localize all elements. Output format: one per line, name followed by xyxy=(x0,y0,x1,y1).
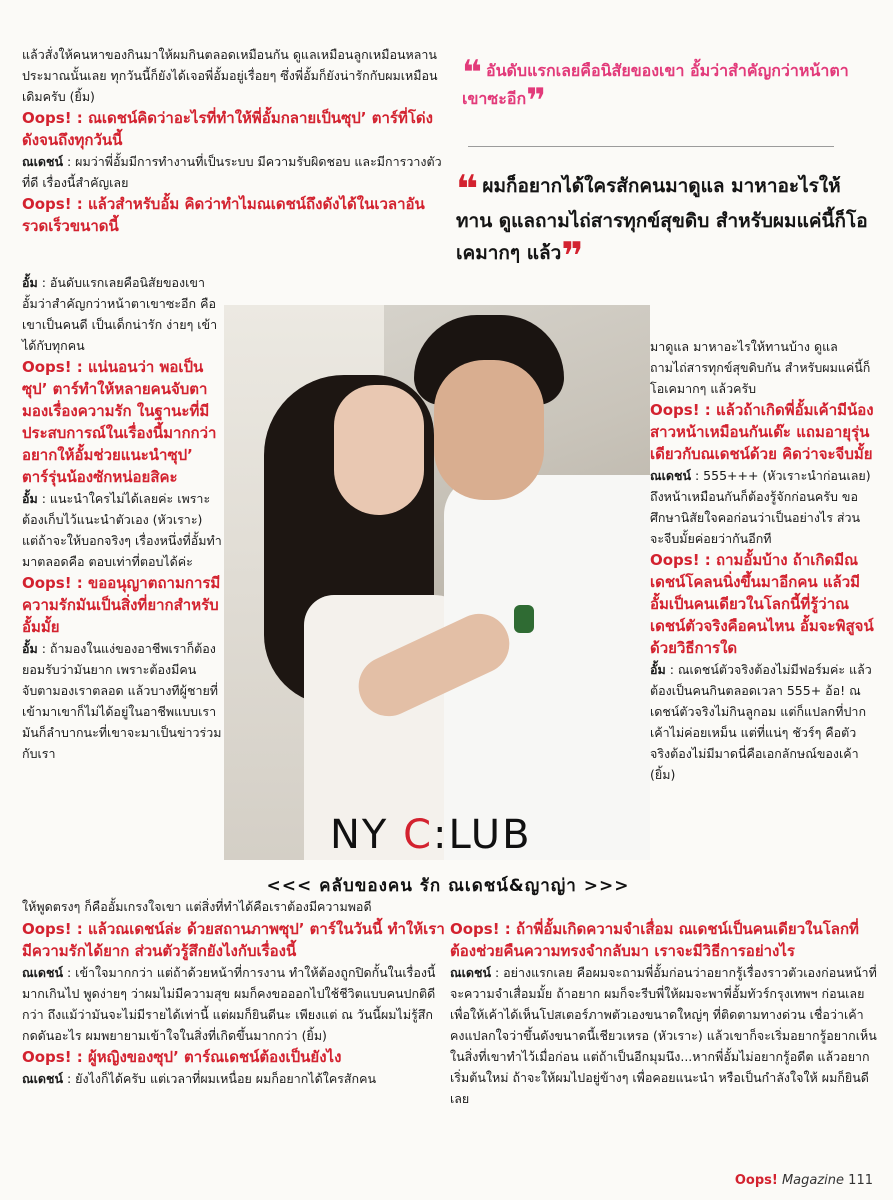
answer xyxy=(450,962,878,1109)
text-block-top-left xyxy=(22,44,442,237)
answer xyxy=(22,962,450,1046)
footer-brand: Oops! xyxy=(734,1173,778,1188)
answer-text: : ผมว่าพี่อั้มมีการทำงานที่เป็นระบบ มีความรับผิดชอบ และมีการวางตัวที่ดี เรื่องนี้สำคัญเลย xyxy=(22,154,442,190)
answer-text: : เข้าใจมากกว่า แต่ถ้าด้วยหน้าที่การงาน ทำให้ต้องถูกปิดกั้นในเรื่องนี้มากเกินไป พูดง่ายๆ ว่าผมไม่มีความสุข ผมก็คงขอออกไปใช้ชีวิตแบบคนปกติดีกว่า ถึงแม้ว่ามันจะไม่มีรายได้เท่านี้ แต่ผมก็ยินดีนะ เพียงแต่ ณ วันนี้ผมไม่รู้สึกกดดันอะไร ผมพยายามเข้าใจในสิ่งที่เกิดขึ้นมากกว่า (ยิ้ม) xyxy=(22,965,436,1043)
answer xyxy=(22,488,222,572)
text-block-right-column xyxy=(650,336,874,785)
speaker-name: ณเดชน์ xyxy=(450,965,492,980)
question: Oops! : ณเดชน์คิดว่าอะไรที่ทำให้พี่อั้มกลายเป็นซุป’ ตาร์ที่โด่งดังจนถึงทุกวันนี้ xyxy=(22,109,433,149)
speaker-name: อั้ม xyxy=(22,641,38,656)
speaker-name: อั้ม xyxy=(22,275,38,290)
quote-close-icon: ❞ xyxy=(561,234,584,278)
speaker-name: ณเดชน์ xyxy=(22,1071,64,1086)
question: Oops! : ขออนุญาตถามการมีความรักมันเป็นสิ่งที่ยากสำหรับอั้มมั้ย xyxy=(22,574,221,636)
brooch-icon xyxy=(514,605,534,633)
answer xyxy=(22,638,222,764)
page-footer xyxy=(735,1173,873,1188)
answer-text: : อย่างแรกเลย คือผมจะถามพี่อั้มก่อนว่าอยากรู้เรื่องราวตัวเองก่อนหน้าที่จะความจำเสื่อมมั้ย ถ้าอยาก ผมก็จะรีบพี่ให้ผมจะพาพี่อั้มทัวร์กรุงเทพฯ ก่อนเลย เพื่อให้เค้าได้เห็นโปสเตอร์ภาพตัวเองขนาดใหญ่ๆ ที่ติดตามทางด่วน เชื่อว่าเค้าคงแปลกใจว่าขึ้นดังขนาดนี้เชียวเหรอ (หัวเราะ) แล้วเขาก็จะเริ่มอยากรู้อยากเห็นในสิ่งที่เขาทำไว้เมื่อก่อน แต่ถ้าเป็นอีกมุมนึง...หากพี่อั้มไม่อยากรู้อดีต แล้วอยากเริ่มต้นใหม่ ถ้าจะให้ผมไปอยู่ข้างๆ เพื่อคอยแนะนำ หรือเป็นกำลังใจให้ ผมก็ยินดีเลย xyxy=(450,965,877,1106)
text-line-tail: ให้พูดตรงๆ ก็คืออั้มเกรงใจเขา แต่สิ่งที่ทำได้คือเราต้องมีความพอดี xyxy=(22,899,372,914)
question: Oops! : ถามอั้มบ้าง ถ้าเกิดมีณเดชน์โคลนนิ่งขึ้นมาอีกคน แล้วมีอั้มเป็นคนเดียวในโลกนี้ที่รู้ว่าณเดชน์ตัวจริงคือคนไหน อั้มจะพิสูจน์ด้วยวิธีการใด xyxy=(650,551,874,657)
pull-quote-1-text: อันดับแรกเลยคือนิสัยของเขา อั้มว่าสำคัญกว่าหน้าตาเขาซะอีก xyxy=(462,61,849,108)
couple-photo xyxy=(224,305,650,860)
club-subtitle: <<< คลับของคน รัก ณเดชน์&ญาญ่า >>> xyxy=(266,876,630,896)
question: Oops! : แล้วสำหรับอั้ม คิดว่าทำไมณเดชน์ถึงดังได้ในเวลาอันรวดเร็วขนาดนี้ xyxy=(22,195,425,235)
answer-text: : ยังไงก็ได้ครับ แต่เวลาที่ผมเหนื่อย ผมก็อยากได้ใครสักคน xyxy=(63,1071,376,1086)
quote-open-icon: ❝ xyxy=(456,167,479,211)
speaker-name: อั้ม xyxy=(650,662,666,677)
answer xyxy=(650,465,874,549)
answer xyxy=(22,151,442,193)
answer-text: : ณเดชน์ตัวจริงต้องไม่มีฟอร์มค่ะ แล้วต้องเป็นคนกินตลอดเวลา 555+ อ้อ! ณเดชน์ตัวจริงไม่กินลูกอม แต่ก็แปลกที่ปากเค้าไม่ค่อยเหม็น แต่ที่แน่ๆ ชัวร์ๆ คือตัวจริงต้องไม่มีมาดนี่คือเอกลักษณ์ของเค้า (ยิ้ม) xyxy=(650,662,872,782)
pull-quote-2-text: ผมก็อยากได้ใครสักคนมาดูแล มาหาอะไรให้ทาน ดูแลถามไถ่สารทุกข์สุขดิบ สำหรับผมแค่นี้ก็โอเคมากๆ แล้ว xyxy=(456,175,868,264)
text-block-bottom-left xyxy=(22,918,450,1089)
answer-text: : 555+++ (หัวเราะนำก่อนเลย) ถึงหน้าเหมือนกันก็ต้องรู้จักก่อนครับ ขอศึกษานิสัยใจคอก่อนว่าเป็นอย่างไร ส่วนจะจีบมั้ยค่อยว่ากันอีกที xyxy=(650,468,871,546)
question: Oops! : ผู้หญิงของซุป’ ตาร์ณเดชน์ต้องเป็นยังไง xyxy=(22,1048,342,1066)
answer-text: : แนะนำใครไม่ได้เลยค่ะ เพราะต้องเก็บไว้แนะนำตัวเอง (หัวเราะ) แต่ถ้าจะให้บอกจริงๆ เรื่องหนึ่งที่อั้มทำมาตลอดคือ ตอบเท่าที่ตอบได้ค่ะ xyxy=(22,491,222,569)
speaker-name: ณเดชน์ xyxy=(650,468,692,483)
answer-text: : ถ้ามองในแง่ของอาชีพเราก็ต้องยอมรับว่ามันยาก เพราะต้องมีคนจับตามองเราตลอด แล้วบางทีผู้ชายที่เข้ามาเขาก็ไม่ได้อยู่ในอาชีพแบบเรา มันก็ลำบากนะที่เขาจะมาเป็นข่าวร่วมกับเรา xyxy=(22,641,222,761)
footer-magazine: Magazine xyxy=(781,1173,845,1188)
question: Oops! : ถ้าพี่อั้มเกิดความจำเสื่อม ณเดชน์เป็นคนเดียวในโลกที่ต้องช่วยคืนความทรงจำกลับมา เราจะมีวิธีการอย่างไร xyxy=(450,920,859,960)
divider xyxy=(468,146,834,147)
paragraph: มาดูแล มาหาอะไรให้ทานบ้าง ดูแลถามไถ่สารทุกข์สุขดิบกัน สำหรับผมแค่นี้ก็โอเคมากๆ แล้วครับ xyxy=(650,339,871,396)
page-number: 111 xyxy=(848,1173,873,1188)
text-block-bottom-right xyxy=(450,918,878,1109)
quote-open-icon: ❝ xyxy=(462,53,482,93)
speaker-name: ณเดชน์ xyxy=(22,965,64,980)
paragraph: แล้วสั่งให้คนหาของกินมาให้ผมกินตลอดเหมือนกัน ดูแลเหมือนลูกเหมือนหลานประมาณนั้นเลย ทุกวันนี้ก็ยังได้เจอพี่อั้มอยู่เรื่อยๆ ซึ่งพี่อั้มก็ยังน่ารักกับผมเหมือนเดิมครับ (ยิ้ม) xyxy=(22,47,438,104)
text-block-left-column xyxy=(22,272,222,764)
question: Oops! : แล้วถ้าเกิดพี่อั้มเค้ามีน้องสาวหน้าเหมือนกันเด๊ะ แถมอายุรุ่นเดียวกับณเดชน์ด้วย คิดว่าจะจีบมั้ย xyxy=(650,401,874,463)
club-logo: NY C:LUB xyxy=(330,812,532,858)
answer xyxy=(650,659,874,785)
question: Oops! : แล้วณเดชน์ล่ะ ด้วยสถานภาพซุป’ ตาร์ในวันนี้ ทำให้เรามีความรักได้ยาก ส่วนตัวรู้สึกยังไงกับเรื่องนี้ xyxy=(22,920,445,960)
question: Oops! : แน่นอนว่า พอเป็นซุป’ ตาร์ทำให้หลายคนจับตามองเรื่องความรัก ในฐานะที่มีประสบการณ์ในเรื่องนี้มากกว่า อยากให้อั้มช่วยแนะนำซุป’ ตาร์รุ่นน้องซักหน่อยสิคะ xyxy=(22,358,217,486)
answer-text: : อันดับแรกเลยคือนิสัยของเขา อั้มว่าสำคัญกว่าหน้าตาเขาซะอีก คือเขาเป็นคนดี เป็นเด็กน่ารัก ง่ายๆ เข้าได้กับทุกคน xyxy=(22,275,218,353)
pull-quote-1 xyxy=(462,53,872,121)
answer xyxy=(22,272,222,356)
quote-close-icon: ❞ xyxy=(526,81,547,121)
speaker-name: ณเดชน์ xyxy=(22,154,64,169)
speaker-name: อั้ม xyxy=(22,491,38,506)
pull-quote-2 xyxy=(456,167,876,278)
answer xyxy=(22,1068,450,1089)
